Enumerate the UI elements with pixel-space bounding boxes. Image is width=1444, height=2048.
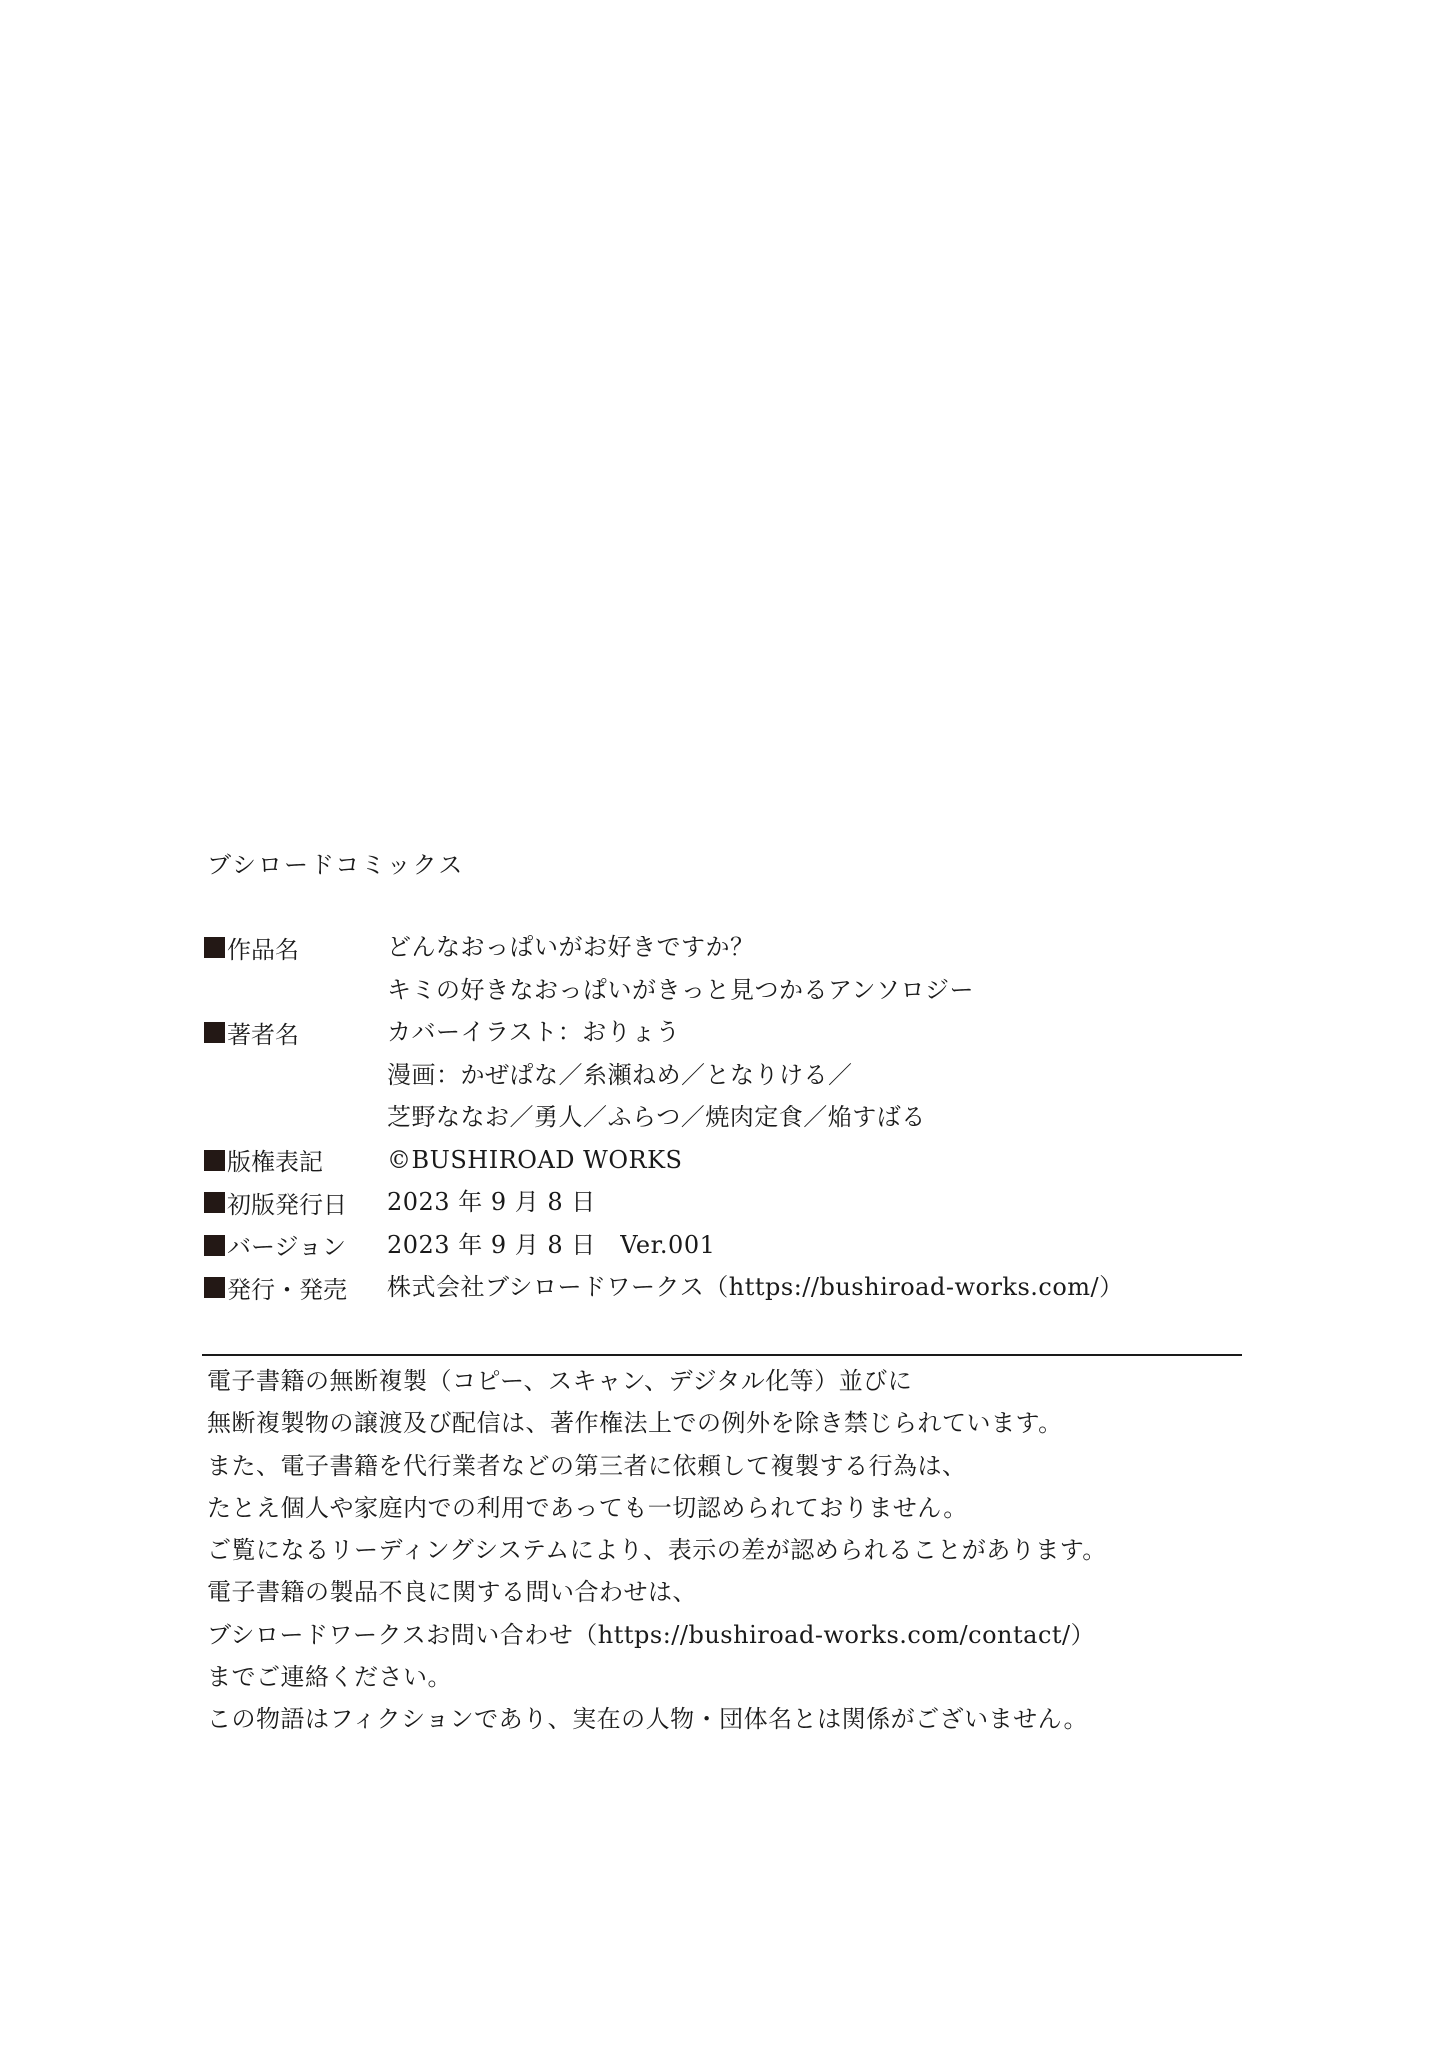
square-bullet-icon bbox=[204, 1022, 225, 1043]
cover-illustrator: カバーイラスト：おりょう bbox=[387, 1018, 681, 1046]
manga-authors-line-1: 漫画：かぜぱな／糸瀬ねめ／となりける／ bbox=[387, 1060, 853, 1089]
colophon-row-authors bbox=[204, 1011, 1124, 1139]
work-subtitle: キミの好きなおっぱいがきっと見つかるアンソロジー bbox=[387, 975, 975, 1004]
legal-notice bbox=[207, 1360, 1107, 1741]
colophon-row-title bbox=[204, 926, 1124, 1011]
notice-line: たとえ個人や家庭内での利用であっても一切認められておりません。 bbox=[207, 1493, 968, 1522]
publisher-imprint: ブシロードコミックス bbox=[207, 851, 465, 879]
work-title: どんなおっぱいがお好きですか？ bbox=[387, 933, 755, 961]
row-key: 発行・発売 bbox=[227, 1275, 347, 1304]
notice-line-contact: ブシロードワークスお問い合わせ（https://bushiroad-works.com/contact/） bbox=[207, 1620, 1096, 1649]
row-key: 作品名 bbox=[227, 935, 299, 964]
square-bullet-icon bbox=[204, 1150, 225, 1171]
row-key: 初版発行日 bbox=[227, 1190, 347, 1219]
publisher-info: 株式会社ブシロードワークス（https://bushiroad-works.com/） bbox=[387, 1273, 1124, 1301]
notice-line: 電子書籍の無断複製（コピー、スキャン、デジタル化等）並びに bbox=[207, 1367, 913, 1395]
notice-line: 電子書籍の製品不良に関する問い合わせは、 bbox=[207, 1578, 697, 1607]
square-bullet-icon bbox=[204, 1277, 225, 1298]
colophon-row-version bbox=[204, 1224, 1124, 1267]
notice-line: また、電子書籍を代行業者などの第三者に依頼して複製する行為は、 bbox=[207, 1451, 967, 1480]
square-bullet-icon bbox=[204, 1192, 225, 1213]
copyright-notice: ©BUSHIROAD WORKS bbox=[387, 1145, 683, 1174]
first-edition-date: 2023 年 9 月 8 日 bbox=[387, 1188, 596, 1216]
colophon-row-first-edition bbox=[204, 1181, 1124, 1224]
square-bullet-icon bbox=[204, 1235, 225, 1256]
version-info: 2023 年 9 月 8 日 Ver.001 bbox=[387, 1230, 716, 1259]
colophon-row-copyright bbox=[204, 1139, 1124, 1182]
colophon-table bbox=[204, 926, 1124, 1309]
row-key: 著者名 bbox=[227, 1020, 299, 1049]
notice-line: 無断複製物の譲渡及び配信は、著作権法上での例外を除き禁じられています。 bbox=[207, 1409, 1063, 1438]
manga-authors-line-2: 芝野ななお／勇人／ふらつ／焼肉定食／焔すばる bbox=[387, 1103, 926, 1131]
notice-line: ご覧になるリーディングシステムにより、表示の差が認められることがあります。 bbox=[207, 1536, 1107, 1565]
divider-rule bbox=[202, 1354, 1242, 1356]
square-bullet-icon bbox=[204, 937, 225, 958]
row-key: バージョン bbox=[227, 1233, 347, 1262]
colophon-row-publisher bbox=[204, 1266, 1124, 1309]
row-key: 版権表記 bbox=[227, 1148, 323, 1177]
notice-line: この物語はフィクションであり、実在の人物・団体名とは関係がございません。 bbox=[207, 1705, 1089, 1734]
notice-line: までご連絡ください。 bbox=[207, 1663, 452, 1692]
